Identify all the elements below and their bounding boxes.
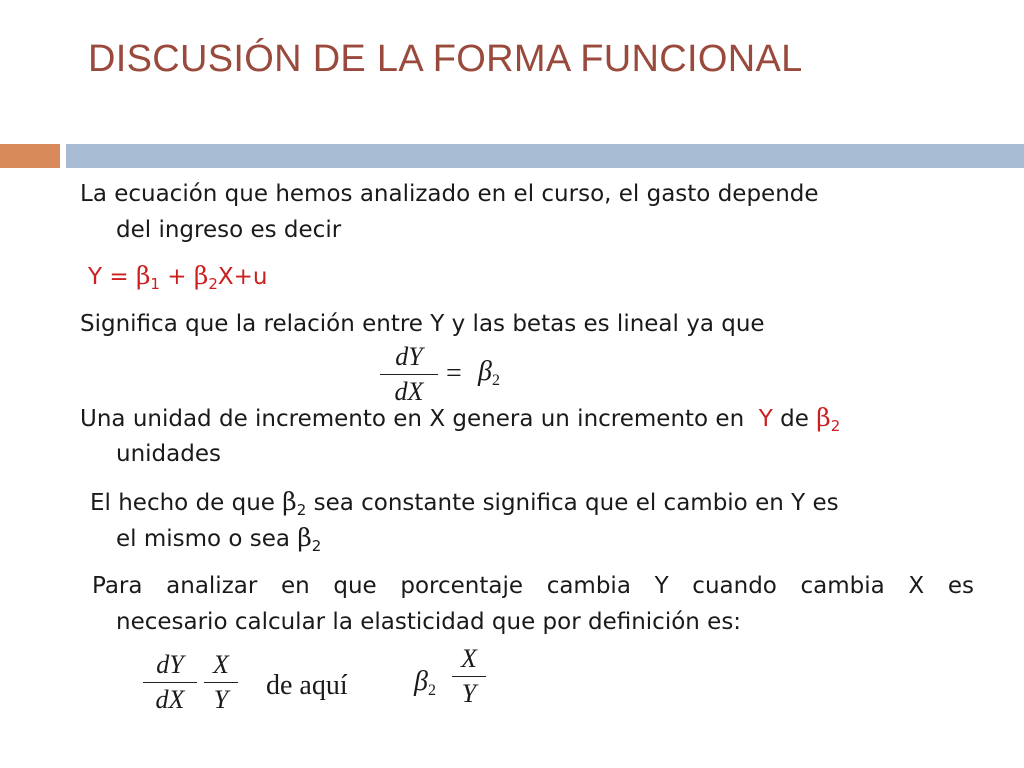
paragraph-4-text-c: el mismo o sea [116, 526, 291, 552]
elasticity-numerator-3: X [461, 644, 477, 673]
paragraph-3-de: de [780, 406, 809, 432]
derivative-fraction [380, 342, 438, 407]
beta-subscript-2: 2 [208, 275, 218, 293]
de-aqui-text: de aquí [266, 670, 348, 701]
beta-subscript-1: 1 [150, 275, 160, 293]
elasticity-numerator-1: dY [156, 650, 184, 679]
beta-symbol: β [282, 487, 297, 516]
paragraph-1-line-2: del ingreso es decir [116, 217, 342, 243]
equation-y: Y = [88, 264, 136, 290]
beta-symbol: β [478, 356, 492, 387]
paragraph-2: Significa que la relación entre Y y las betas es lineal ya que [80, 311, 765, 337]
paragraph-3-line-2: unidades [116, 441, 221, 467]
beta-symbol: β [297, 523, 312, 552]
paragraph-1-line-1: La ecuación que hemos analizado en el curso, el gasto depende [80, 181, 819, 207]
paragraph-4-line-1 [90, 484, 974, 521]
paragraph-4-line-2 [116, 520, 321, 557]
elasticity-denominator-3: Y [461, 679, 477, 708]
paragraph-3-line-1 [80, 400, 840, 437]
fraction-bar [143, 682, 197, 683]
elasticity-fraction-2 [204, 650, 238, 715]
accent-bar-orange [0, 144, 60, 168]
elasticity-denominator-1: dX [155, 685, 185, 714]
beta-subscript-2: 2 [830, 417, 841, 435]
equation-plus: + [159, 264, 194, 290]
elasticity-fraction-3 [452, 644, 486, 709]
beta-symbol: β [193, 261, 209, 290]
accent-bar-blue [66, 144, 1024, 168]
fraction-bar [452, 676, 486, 677]
equals-sign: = [446, 358, 462, 389]
beta-subscript-2: 2 [311, 537, 322, 555]
derivative-denominator: dX [394, 377, 424, 406]
page-title: DISCUSIÓN DE LA FORMA FUNCIONAL [88, 38, 803, 80]
beta-subscript-2: 2 [427, 682, 436, 699]
paragraph-5-line-2: necesario calcular la elasticidad que por definición es: [116, 609, 742, 635]
elasticity-denominator-2: Y [213, 685, 229, 714]
beta-symbol: β [816, 403, 831, 432]
paragraph-5-line-1: Para analizar en que porcentaje cambia Y cuando cambia X es [92, 573, 974, 599]
beta-subscript-2: 2 [491, 372, 500, 389]
beta-symbol: β [414, 666, 428, 697]
derivative-numerator: dY [395, 342, 423, 371]
paragraph-4-text-b: sea constante significa que el cambio en Y es [313, 490, 839, 516]
beta-symbol: β [135, 261, 151, 290]
beta-subscript-2: 2 [296, 501, 307, 519]
elasticity-fraction-1 [143, 650, 197, 715]
equation-tail: X+u [217, 264, 268, 290]
paragraph-3-text: Una unidad de incremento en X genera un incremento en [80, 406, 745, 432]
fraction-bar [380, 374, 438, 375]
elasticity-numerator-2: X [213, 650, 229, 679]
elasticity-beta [414, 666, 436, 698]
derivative-beta [478, 356, 500, 388]
paragraph-4-text-a: El hecho de que [90, 490, 275, 516]
regression-equation [88, 258, 267, 295]
paragraph-3-y: Y [758, 406, 773, 432]
fraction-bar [204, 682, 238, 683]
